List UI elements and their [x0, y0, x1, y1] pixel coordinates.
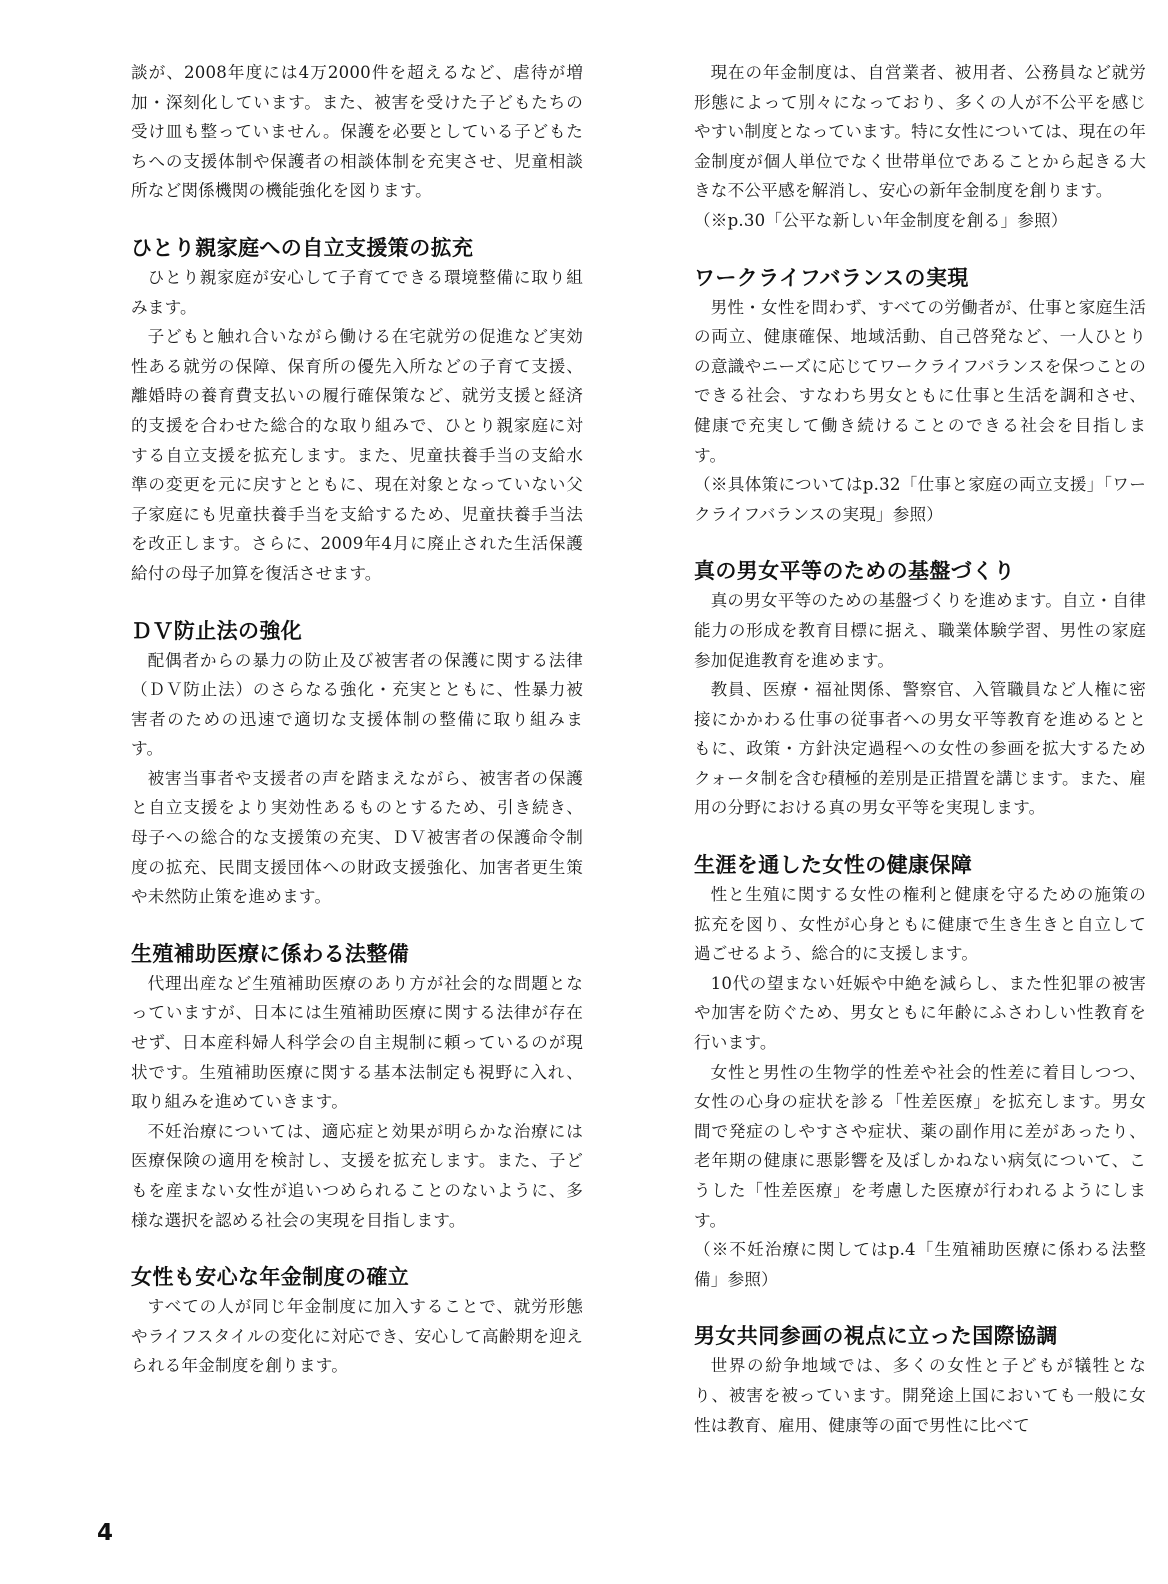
page-number: 4 — [97, 1520, 114, 1546]
body-paragraph: 教員、医療・福祉関係、警察官、入管職員など人権に密接にかかわる仕事の従事者への男女平等教育を進めるとともに、政策・方針決定過程への女性の参画を拡大するためクォータ制を含む積極的差別是正措置を講じます。また、雇用の分野における真の男女平等を実現します。 — [694, 680, 1146, 818]
reference-note: （※p.30「公平な新しい年金制度を創る」参照） — [694, 210, 1068, 230]
section-gender-equality-foundation — [694, 556, 1146, 823]
body-paragraph: すべての人が同じ年金制度に加入することで、就労形態やライフスタイルの変化に対応でき、安心して高齢期を迎えられる年金制度を創ります。 — [131, 1297, 583, 1376]
section-womens-health — [694, 850, 1146, 1294]
section-international-cooperation — [694, 1321, 1146, 1440]
section-pension-women — [131, 1262, 583, 1381]
body-paragraph: 不妊治療については、適応症と効果が明らかな治療には医療保険の適用を検討し、支援を拡充します。また、子どもを産まない女性が追いつめられることのないように、多様な選択を認める社会の実現を目指します。 — [131, 1121, 583, 1230]
section-heading: 男女共同参画の視点に立った国際協調 — [694, 1324, 1058, 1349]
section-heading: 生殖補助医療に係わる法整備 — [131, 941, 410, 966]
body-paragraph: 代理出産など生殖補助医療のあり方が社会的な問題となっていますが、日本には生殖補助医療に関する法律が存在せず、日本産科婦人科学会の自主規制に頼っているのが現状です。生殖補助医療に関する基本法制定も視野に入れ、取り組みを進めていきます。 — [131, 973, 583, 1112]
continued-paragraph: 談が、2008年度には4万2000件を超えるなど、虐待が増加・深刻化しています。また、被害を受けた子どもたちの受け皿も整っていません。保護を必要としている子どもたちへの支援体制や保護者の相談体制を充実させ、児童相談所など関係機関の機能強化を図ります。 — [131, 63, 583, 201]
section-heading: 真の男女平等のための基盤づくり — [694, 559, 1015, 584]
body-paragraph: ひとり親家庭が安心して子育てできる環境整備に取り組みます。 — [131, 267, 583, 317]
section-reproductive-medicine — [131, 939, 583, 1235]
body-paragraph: 女性と男性の生物学的性差や社会的性差に着目しつつ、女性の心身の症状を診る「性差医療」を拡充します。男女間で発症のしやすさや症状、薬の副作用に差があったり、老年期の健康に悪影響を及ぼしかねない病気について、こうした「性差医療」を考慮した医療が行われるようにします。 — [694, 1062, 1146, 1230]
body-paragraph: 被害当事者や支援者の声を踏まえながら、被害者の保護と自立支援をより実効性あるものとするため、引き続き、母子への総合的な支援策の充実、ＤＶ被害者の保護命令制度の拡充、民間支援団体への財政支援強化、加害者更生策や未然防止策を進めます。 — [131, 768, 583, 907]
reference-note: （※具体策についてはp.32「仕事と家庭の両立支援」「ワークライフバランスの実現」参照） — [694, 475, 1146, 524]
section-single-parent-support — [131, 233, 583, 589]
body-paragraph: 真の男女平等のための基盤づくりを進めます。自立・自律能力の形成を教育目標に据え、職業体験学習、男性の家庭参加促進教育を進めます。 — [694, 591, 1146, 670]
body-paragraph: 男性・女性を問わず、すべての労働者が、仕事と家庭生活の両立、健康確保、地域活動、自己啓発など、一人ひとりの意識やニーズに応じてワークライフバランスを保つことのできる社会、すなわち男女ともに仕事と生活を調和させ、健康で充実して働き続けることのできる社会を目指します。 — [694, 297, 1146, 465]
section-heading: ひとり親家庭への自立支援策の拡充 — [131, 235, 474, 260]
section-heading: ＤＶ防止法の強化 — [131, 618, 303, 643]
body-paragraph: 世界の紛争地域では、多くの女性と子どもが犠牲となり、被害を被っています。開発途上国においても一般に女性は教育、雇用、健康等の面で男性に比べて — [694, 1356, 1146, 1435]
reference-note: （※不妊治療に関してはp.4「生殖補助医療に係わる法整備」参照） — [694, 1240, 1146, 1289]
section-heading: ワークライフバランスの実現 — [694, 265, 969, 290]
body-paragraph: 10代の望まない妊娠や中絶を減らし、また性犯罪の被害や加害を防ぐため、男女ともに年齢にふさわしい性教育を行います。 — [694, 973, 1146, 1053]
section-work-life-balance — [694, 263, 1146, 530]
body-paragraph: 子どもと触れ合いながら働ける在宅就労の促進など実効性ある就労の保障、保育所の優先入所などの子育て支援、離婚時の養育費支払いの履行確保策など、就労支援と経済的支援を合わせた総合的な取り組みで、ひとり親家庭に対する自立支援を拡充します。また、児童扶養手当の支給水準の変更を元に戻すとともに、現在対象となっていない父子家庭にも児童扶養手当を支給するため、児童扶養手当法を改正します。さらに、2009年4月に廃止された生活保護給付の母子加算を復活させます。 — [131, 327, 583, 583]
left-column — [131, 58, 583, 1381]
right-column — [694, 58, 1146, 1440]
section-heading: 女性も安心な年金制度の確立 — [131, 1265, 410, 1290]
section-dv-law — [131, 616, 583, 912]
body-paragraph: 配偶者からの暴力の防止及び被害者の保護に関する法律（ＤＶ防止法）のさらなる強化・充実とともに、性暴力被害者のための迅速で適切な支援体制の整備に取り組みます。 — [131, 650, 583, 759]
section-heading: 生涯を通した女性の健康保障 — [694, 853, 973, 878]
body-paragraph: 性と生殖に関する女性の権利と健康を守るための施策の拡充を図り、女性が心身ともに健康で生き生きと自立して過ごせるよう、総合的に支援します。 — [694, 885, 1146, 964]
continued-paragraph: 現在の年金制度は、自営業者、被用者、公務員など就労形態によって別々になっており、多くの人が不公平を感じやすい制度となっています。特に女性については、現在の年金制度が個人単位でなく世帯単位であることから起きる大きな不公平感を解消し、安心の新年金制度を創ります。 — [694, 63, 1146, 201]
